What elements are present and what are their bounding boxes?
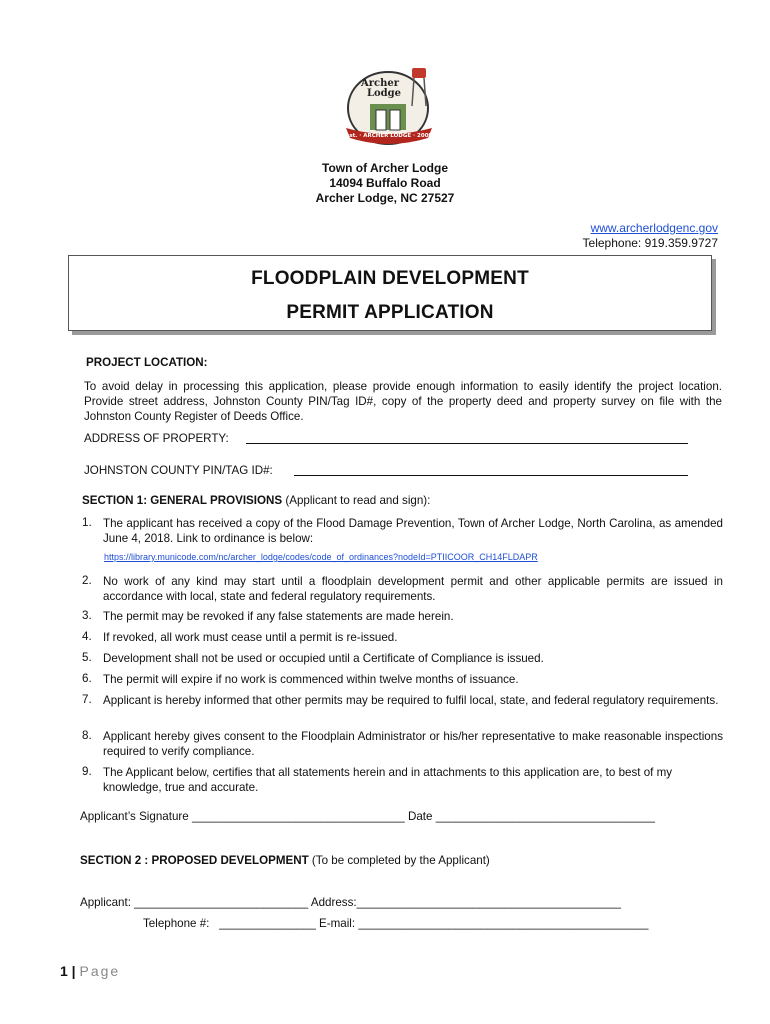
item-number: 6. <box>82 672 92 685</box>
page-word: Page <box>79 963 121 979</box>
project-location-paragraph: To avoid delay in processing this application, please provide enough information to easily identify the project location. Provide street address, Johnston County PIN/Tag ID#, copy of the property deed and property survey on file with the Johnston County Register of Deeds Office. <box>84 380 722 423</box>
pin-tag-field[interactable] <box>294 462 688 476</box>
email-field[interactable]: _____________________________________________ <box>358 917 649 930</box>
ordinance-link[interactable]: https://library.municode.com/nc/archer_lodge/codes/code_of_ordinances?nodeId=PTIICOOR_CH14FLDAPR <box>104 552 538 562</box>
pin-tag-label: JOHNSTON COUNTY PIN/TAG ID#: <box>84 464 273 477</box>
page-number: 1 <box>60 963 68 979</box>
address-of-property-label: ADDRESS OF PROPERTY: <box>84 432 229 445</box>
town-name: Town of Archer Lodge <box>322 161 448 175</box>
town-city: Archer Lodge, NC 27527 <box>315 191 455 205</box>
section1-title: SECTION 1: GENERAL PROVISIONS <box>82 494 283 507</box>
section2-title: SECTION 2 : PROPOSED DEVELOPMENT <box>80 854 309 867</box>
provision-item-8: Applicant hereby gives consent to the Floodplain Administrator or his/her representative to make reasonable inspections required to verify compliance. <box>103 730 723 758</box>
provision-item-9: The Applicant below, certifies that all statements herein and in attachments to this application are, to best of my knowledge, true and accurate. <box>103 766 673 794</box>
town-logo <box>340 66 440 148</box>
item-number: 2. <box>82 574 92 587</box>
provision-item-6: The permit will expire if no work is commenced within twelve months of issuance. <box>103 673 519 686</box>
logo-text-bottom: Lodge <box>366 88 402 99</box>
item-number: 5. <box>82 651 92 664</box>
section2-subtitle: (To be completed by the Applicant) <box>308 854 490 867</box>
signature-field[interactable]: _________________________________ <box>191 810 405 823</box>
section1-subtitle: (Applicant to read and sign): <box>282 494 431 507</box>
section2-heading <box>80 853 490 868</box>
logo-text-top: Archer <box>360 78 400 89</box>
item-number: 4. <box>82 630 92 643</box>
email-label: E-mail: <box>319 917 356 930</box>
provision-item-2: No work of any kind may start until a floodplain development permit and other applicable permits are issued in accordance with local, state and federal regulatory requirements. <box>103 575 723 603</box>
provision-item-3: The permit may be revoked if any false statements are made herein. <box>103 610 454 623</box>
item-number: 1. <box>82 516 92 529</box>
address-label: Address: <box>310 896 357 909</box>
project-location-heading: PROJECT LOCATION: <box>86 356 208 369</box>
title-box <box>68 255 712 331</box>
item-number: 8. <box>82 729 92 742</box>
page-separator: | <box>67 963 80 979</box>
website-link[interactable]: www.archerlodgenc.gov <box>590 221 718 235</box>
provision-item-7: Applicant is hereby informed that other permits may be required to fulfil local, state, and federal regulatory requirements. <box>103 694 719 707</box>
applicant-label: Applicant: <box>80 896 131 909</box>
provision-item-5: Development shall not be used or occupied until a Certificate of Compliance is issued. <box>103 652 544 665</box>
telephone-field[interactable]: _______________ <box>219 917 316 930</box>
contact-row <box>143 916 649 931</box>
item-number: 9. <box>82 765 92 778</box>
item-number: 3. <box>82 609 92 622</box>
item-number: 7. <box>82 693 92 706</box>
signature-label: Applicant’s Signature <box>80 810 189 823</box>
logo-banner: est. · ARCHER LODGE · 2009 <box>345 133 433 139</box>
town-street: 14094 Buffalo Road <box>329 176 441 190</box>
signature-row <box>80 809 655 824</box>
title-line-1: FLOODPLAIN DEVELOPMENT <box>251 268 529 289</box>
address-of-property-field[interactable] <box>246 430 688 444</box>
telephone-label: Telephone #: <box>143 917 210 930</box>
date-field[interactable]: __________________________________ <box>435 810 655 823</box>
provision-item-4: If revoked, all work must cease until a permit is re-issued. <box>103 631 398 644</box>
applicant-field[interactable]: ___________________________ <box>134 896 309 909</box>
address-field[interactable]: _________________________________________ <box>356 896 621 909</box>
date-label: Date <box>407 810 433 823</box>
page-footer <box>60 963 120 979</box>
applicant-row <box>80 895 621 910</box>
title-line-2: PERMIT APPLICATION <box>286 302 494 323</box>
section1-heading <box>82 493 430 508</box>
telephone: Telephone: 919.359.9727 <box>582 236 718 250</box>
provision-item-1: The applicant has received a copy of the Flood Damage Prevention, Town of Archer Lodge, North Carolina, as amended June 4, 2018. Link to ordinance is below: <box>103 517 723 545</box>
